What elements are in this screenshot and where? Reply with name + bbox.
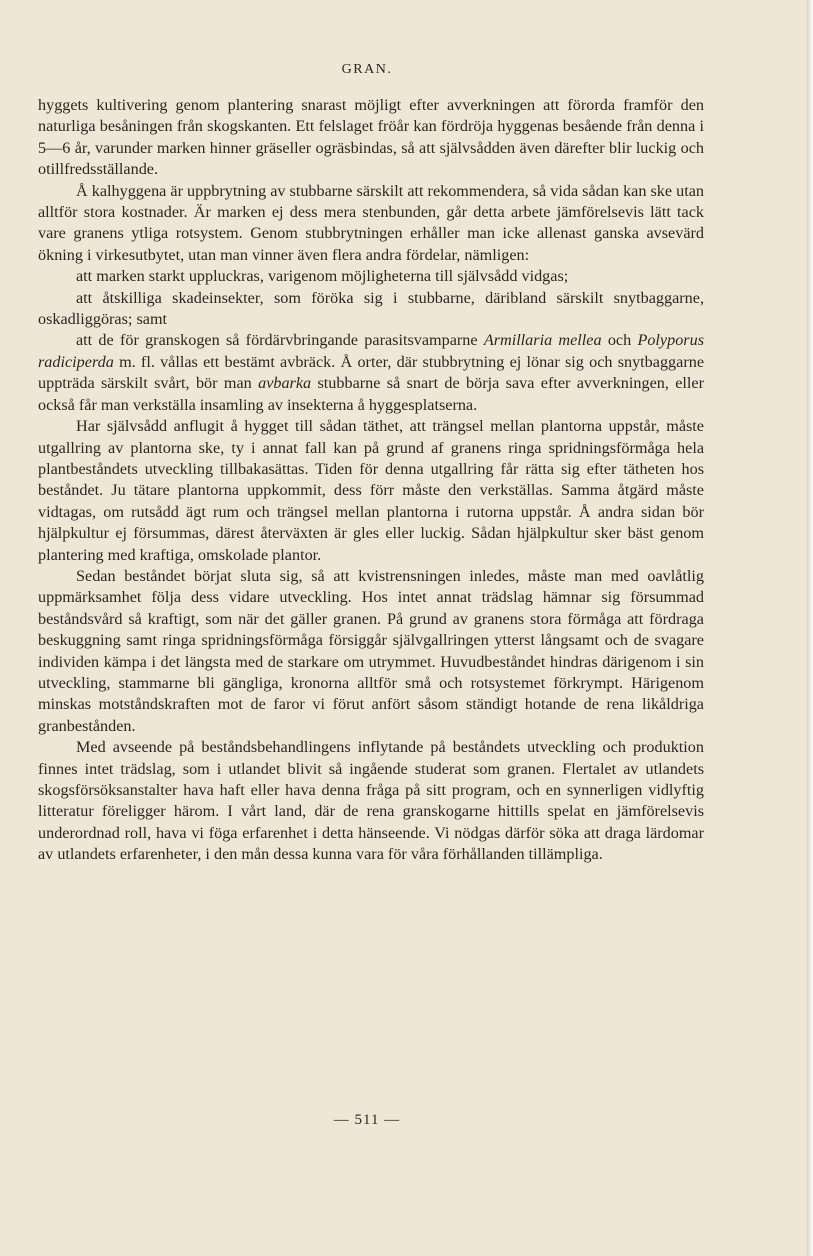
text-run: Har självsådd anflugit å hygget till sådan täthet, att trängsel mellan plantorna uppstår, måste utgallring av plantorna ske, ty i annat fall kan på grund af granens ringa spridningsförmåga hela plantbeståndets utveckling tillbakasättas. Tiden för denna utgallring får rätta sig efter tätheten hos beståndet. Ju tätare plantorna uppkommit, dess förr måste den verkställas. Samma åtgärd måste vidtagas, om rutsådd ägt rum och trängsel mellan plantorna i rutorna uppstår. Å andra sidan bör hjälpkultur ej försummas, därest återväxten är gles eller luckig. Sådan hjälpkultur sker bäst genom plantering med kraftiga, omskolade plantor.	[38, 417, 704, 564]
italic-term: avbarka	[258, 374, 312, 393]
running-header: GRAN.	[341, 62, 393, 77]
paragraph	[38, 95, 704, 181]
text-run: Sedan beståndet börjat sluta sig, så att kvistrensningen inledes, måste man med oavlåtlig uppmärksamhet följa dess vidare utveckling. Hos intet annat trädslag hämnar sig försummad beståndsvård så kraftigt, som när det gäller granen. På grund av granens stora förmåga att fördraga beskuggning samt ringa spridningsförmåga försiggår självgallringen ytterst långsamt och de svagare individen kämpa i det längsta med de starkare om utrymmet. Huvudbeståndet hindras därigenom i sin utveckling, stammarne bli gängliga, kronorna alltför små och rotsystemet förkrympt. Härigenom minskas motståndskraften mot de faror vi förut anfört såsom ständigt hotande de rena likåldriga granbestånden.	[38, 566, 704, 735]
page-edge	[807, 0, 813, 1256]
text-run: Å kalhyggena är uppbrytning av stubbarne särskilt att rekommendera, så vida sådan kan ske utan alltför stora kostnader. Är marken ej dess mera stenbunden, går detta arbete jämförelsevis lätt tack vare granens ytliga rotsystem. Genom stubbrytningen erhåller man icke allenast ganska avsevärd ökning i virkesutbytet, utan man vinner även flera andra fördelar, nämligen:	[38, 181, 704, 264]
paragraph	[38, 737, 704, 865]
body-text	[38, 95, 704, 866]
text-run: Med avseende på beståndsbehandlingens inflytande på beståndets utveckling och produktion finnes intet trädslag, som i utlandet blivit så ingående studerat som granen. Flertalet av utlandets skogsförsöksanstalter hava haft eller hava denna fråga på sitt program, och en synnerligen vidlyftig litteratur föreligger härom. I vårt land, där de rena granskogarne hittills spelat en jämförelsevis underordnad roll, hava vi föga erfarenhet i detta hänseende. Vi nödgas därför söka att draga lärdomar av utlandets erfarenheter, i den mån dessa kunna vara för våra förhållanden tillämpliga.	[38, 738, 704, 864]
paragraph	[38, 566, 704, 737]
text-run: att marken starkt uppluckras, varigenom möjligheterna till självsådd vidgas;	[76, 267, 569, 286]
paragraph	[38, 416, 704, 566]
text-run: m. fl. vållas ett bestämt avbräck. Å orter, där stubbrytning ej lönar sig och snytbaggarne uppträda särskilt svårt, bör man	[38, 352, 704, 393]
italic-term: Polyporus radiciperda	[38, 331, 704, 371]
paragraph	[38, 288, 704, 331]
text-run: och	[601, 331, 638, 350]
text-run: stubbarne så snart de börja sava efter avverkningen, eller också får man verkställa insamling av insekterna å hyggesplatserna.	[38, 374, 704, 414]
paragraph	[38, 181, 704, 267]
page-number: — 511 —	[333, 1112, 401, 1128]
paragraph	[38, 330, 704, 416]
text-run: att åtskilliga skadeinsekter, som föröka sig i stubbarne, däribland särskilt snytbaggarne, oskadliggöras; samt	[38, 288, 704, 329]
italic-term: Armillaria mellea	[483, 331, 602, 350]
text-run: hyggets kultivering genom plantering snarast möjligt efter avverkningen att förorda framför den naturliga besåningen från skogskanten. Ett felslaget fröår kan fördröja hyggenas besående från denna i 5—6 år, varunder marken hinner gräseller ogräsbindas, så att självsådden även därefter blir luckig och otillfredsställande.	[38, 96, 704, 179]
paragraph	[38, 266, 704, 287]
text-run: att de för granskogen så fördärvbringande parasitsvamparne	[76, 331, 484, 350]
